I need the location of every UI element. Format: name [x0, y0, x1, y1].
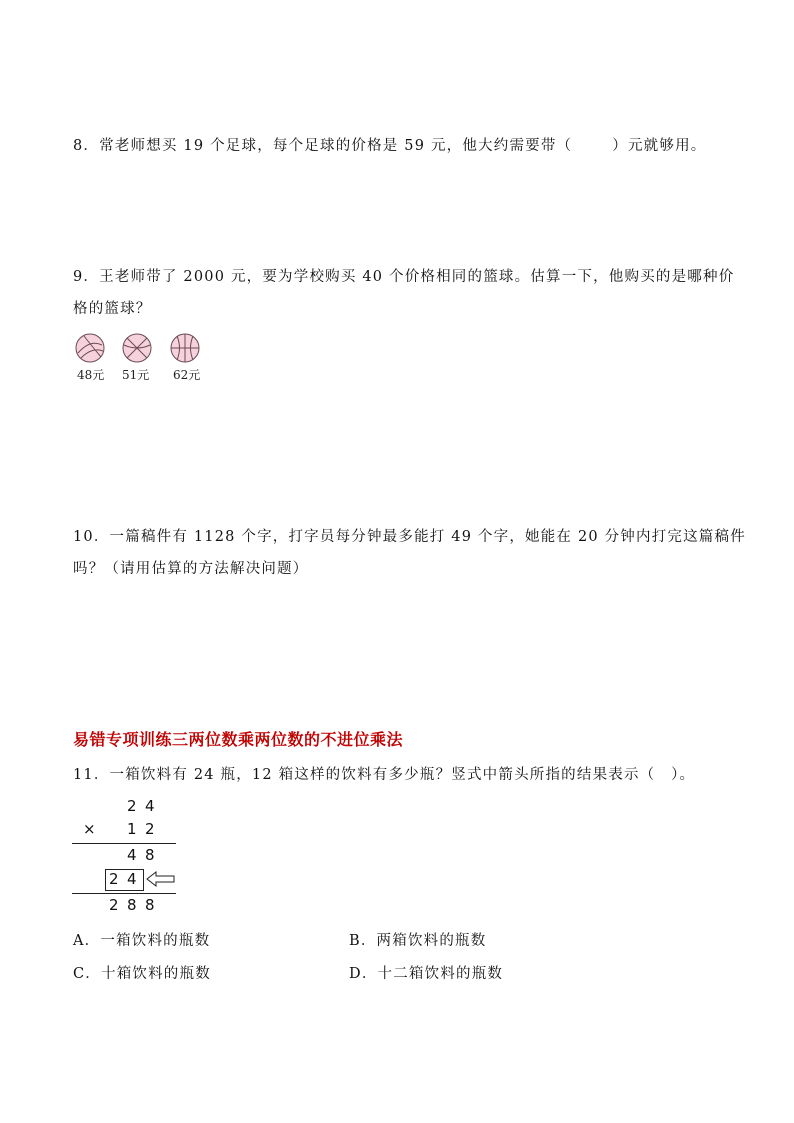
digit: 2	[109, 896, 119, 914]
question-10-line-2: 吗？（请用估算的方法解决问题）	[73, 561, 309, 577]
basketball-icon	[122, 333, 152, 363]
vertical-multiplication	[72, 797, 182, 917]
digit: 4	[127, 846, 137, 864]
digit: 8	[145, 846, 155, 864]
calc-divider	[72, 893, 176, 894]
option-d[interactable]: D．十二箱饮料的瓶数	[349, 966, 504, 982]
question-8-text-after: ）元就够用。	[612, 138, 707, 154]
question-8-text-before: 8．常老师想买 19 个足球，每个足球的价格是 59 元，他大约需要带（	[73, 138, 573, 154]
option-a[interactable]: A．一箱饮料的瓶数	[73, 933, 211, 949]
basketball-price-2: 51元	[122, 368, 150, 382]
question-9-line-2: 格的篮球？	[73, 301, 152, 317]
basketball-icon	[170, 333, 200, 363]
basketball-price-1: 48元	[77, 368, 105, 382]
digit: 8	[145, 896, 155, 914]
basketball-price-3: 62元	[173, 368, 201, 382]
calc-divider	[72, 843, 176, 844]
option-b[interactable]: B．两箱饮料的瓶数	[349, 933, 487, 949]
question-10-line-1: 10．一篇稿件有 1128 个字，打字员每分钟最多能打 49 个字，她能在 20 分钟内打完这篇稿件	[73, 529, 746, 545]
digit: 1	[127, 820, 137, 838]
digit: 4	[127, 870, 137, 888]
digit: 2	[127, 797, 137, 815]
question-8	[73, 136, 706, 156]
option-c[interactable]: C．十箱饮料的瓶数	[73, 966, 211, 982]
digit: 8	[127, 896, 137, 914]
digit: 2	[145, 820, 155, 838]
section-title: 易错专项训练三两位数乘两位数的不进位乘法	[73, 730, 404, 749]
question-9-line-1: 9．王老师带了 2000 元，要为学校购买 40 个价格相同的篮球。估算一下，他购买的是哪种价	[73, 269, 735, 285]
basketball-icon	[75, 333, 105, 363]
digit: 2	[109, 870, 119, 888]
digit: 4	[145, 797, 155, 815]
left-arrow-icon	[146, 871, 176, 887]
multiply-sign: ×	[83, 820, 96, 838]
question-11: 11．一箱饮料有 24 瓶，12 箱这样的饮料有多少瓶？竖式中箭头所指的结果表示（ ）。	[73, 767, 696, 783]
